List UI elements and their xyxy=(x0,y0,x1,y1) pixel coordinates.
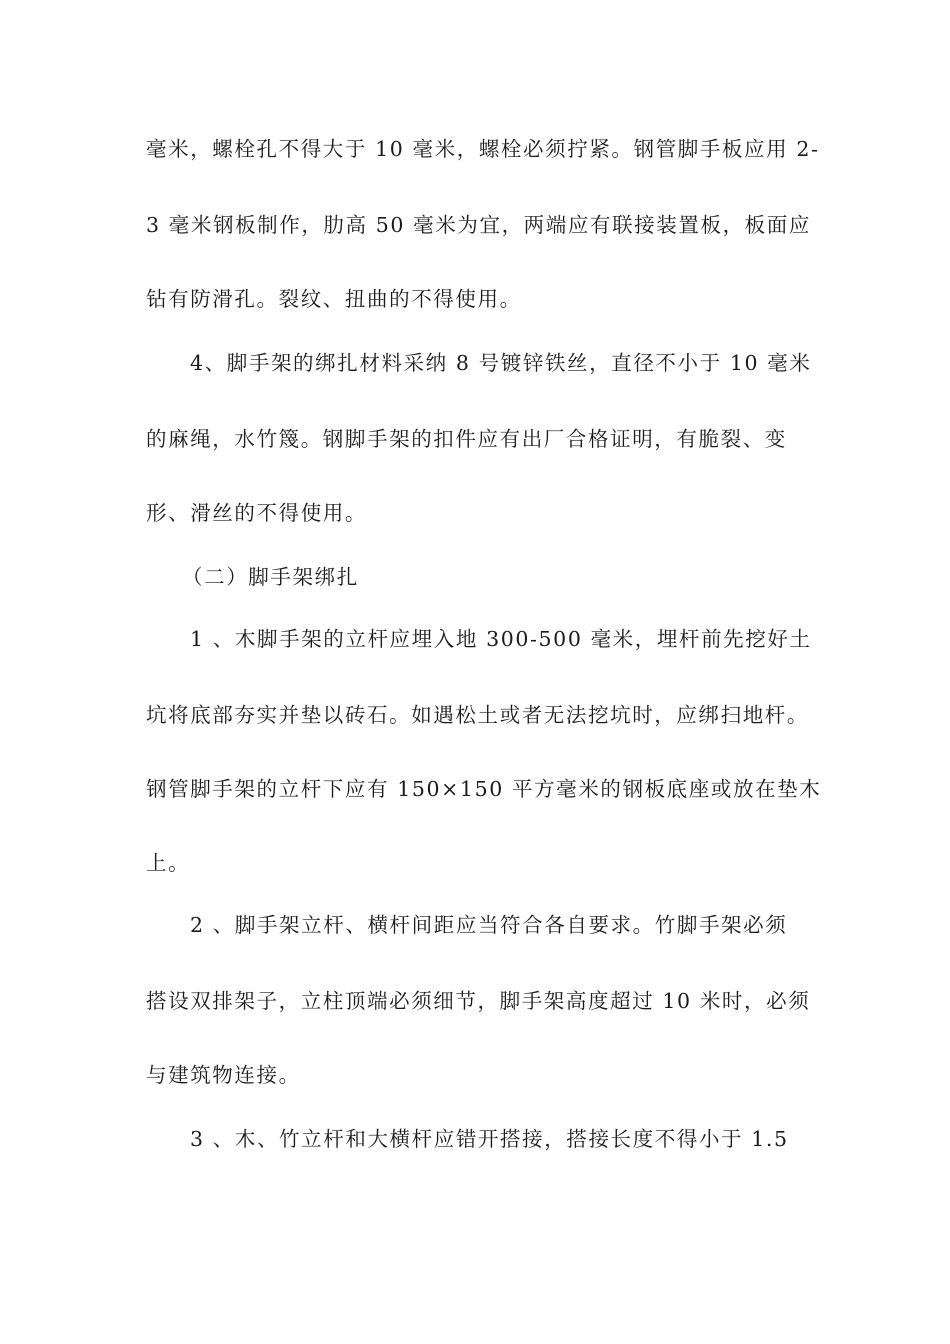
text-line: 4、脚手架的绑扎材料采纳 8 号镀锌铁丝，直径不小于 10 毫米 xyxy=(190,351,812,375)
text-line: 3 、木、竹立杆和大横杆应错开搭接，搭接长度不得小于 1.5 xyxy=(190,1127,789,1151)
text-line: 搭设双排架子，立柱顶端必须细节，脚手架高度超过 10 米时，必须 xyxy=(146,989,811,1013)
section-heading: （二）脚手架绑扎 xyxy=(182,565,359,589)
text-line: 坑将底部夯实并垫以砖石。如遇松土或者无法挖坑时，应绑扫地杆。 xyxy=(146,703,809,727)
text-line: 钢管脚手架的立杆下应有 150×150 平方毫米的钢板底座或放在垫木 xyxy=(146,777,822,801)
text-line: 2 、脚手架立杆、横杆间距应当符合各自要求。竹脚手架必须 xyxy=(190,913,788,937)
text-line: 3 毫米钢板制作，肋高 50 毫米为宜，两端应有联接装置板，板面应 xyxy=(146,213,811,237)
text-line: 形、滑丝的不得使用。 xyxy=(146,501,367,525)
text-line: 与建筑物连接。 xyxy=(146,1063,301,1087)
text-line: 上。 xyxy=(146,851,191,875)
text-line: 钻有防滑孔。裂纹、扭曲的不得使用。 xyxy=(146,287,522,311)
text-line: 的麻绳，水竹篾。钢脚手架的扣件应有出厂合格证明，有脆裂、变 xyxy=(146,427,787,451)
text-line: 1 、木脚手架的立杆应埋入地 300-500 毫米，埋杆前先挖好土 xyxy=(190,627,812,651)
text-line: 毫米，螺栓孔不得大于 10 毫米，螺栓必须拧紧。钢管脚手板应用 2- xyxy=(146,137,820,161)
